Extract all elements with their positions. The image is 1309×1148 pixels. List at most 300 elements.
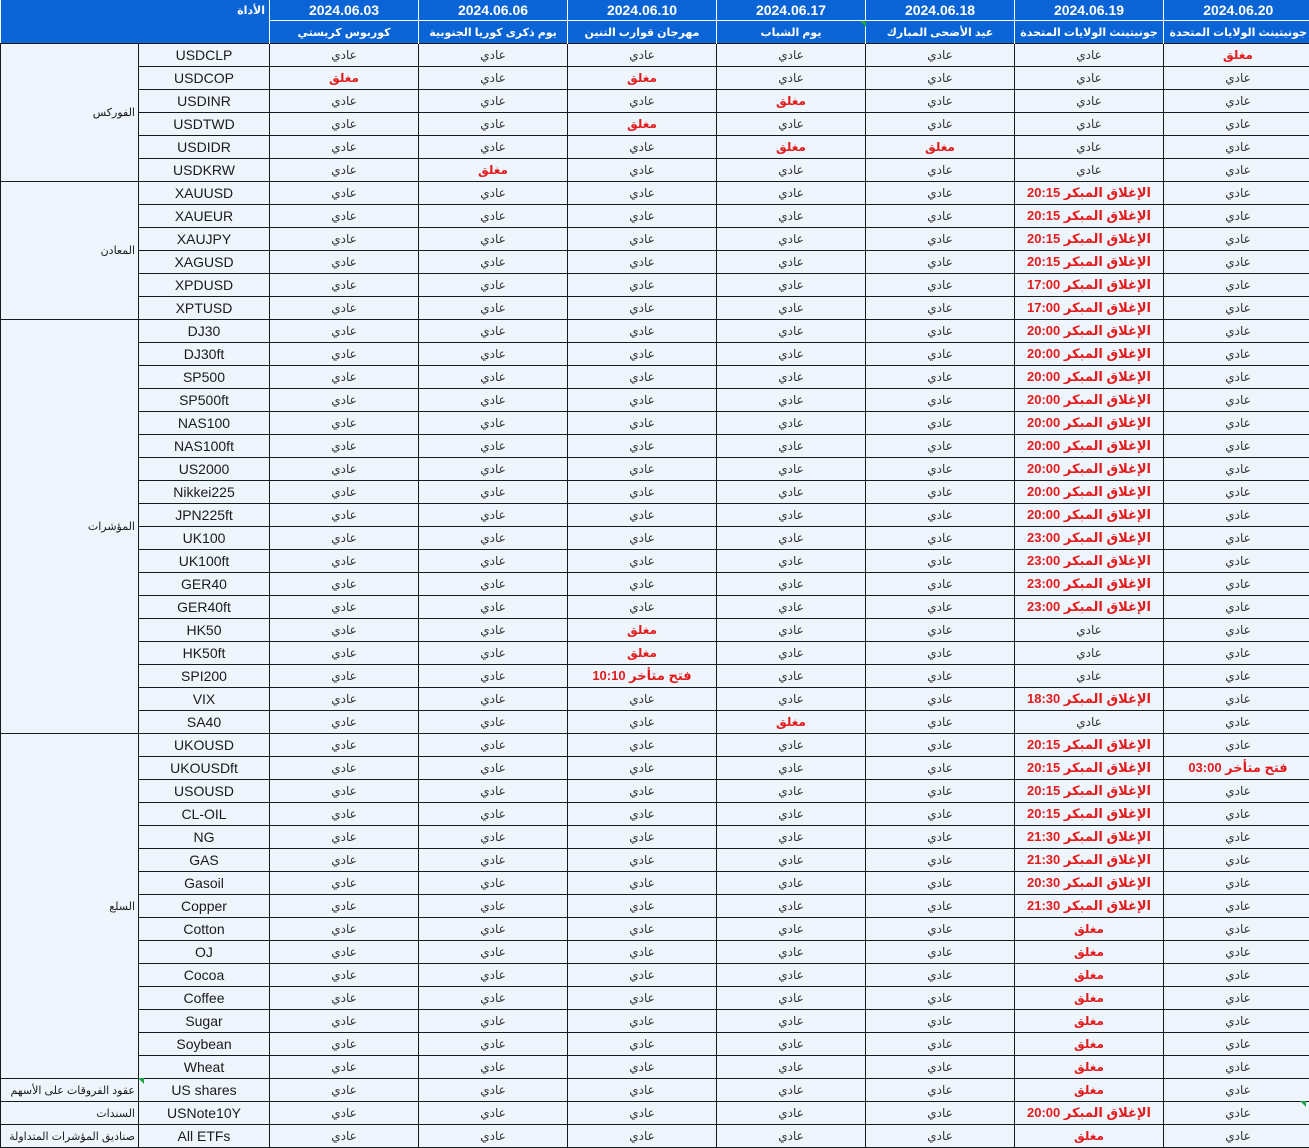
table-row <box>1 343 1309 366</box>
status-cell: الإغلاق المبكر 20:00 <box>1015 435 1164 458</box>
status-cell: عادي <box>568 849 717 872</box>
column-holiday-name: يوم الشباب <box>717 21 866 44</box>
status-cell: عادي <box>1164 734 1309 757</box>
status-cell: عادي <box>717 1033 866 1056</box>
table-row <box>1 228 1309 251</box>
table-row <box>1 918 1309 941</box>
status-cell: عادي <box>568 872 717 895</box>
status-cell: عادي <box>419 274 568 297</box>
status-cell: عادي <box>419 596 568 619</box>
status-cell: عادي <box>866 320 1015 343</box>
status-cell: عادي <box>419 1102 568 1125</box>
instrument-cell: USNote10Y <box>139 1102 270 1125</box>
status-cell: الإغلاق المبكر 20:00 <box>1015 1102 1164 1125</box>
status-cell: عادي <box>568 182 717 205</box>
status-cell: عادي <box>1164 67 1309 90</box>
status-cell: عادي <box>568 435 717 458</box>
status-cell: مغلق <box>419 159 568 182</box>
table-row <box>1 435 1309 458</box>
category-cell: صناديق المؤشرات المتداولة <box>1 1125 139 1148</box>
status-cell: عادي <box>270 987 419 1010</box>
category-cell: الفوركس <box>1 44 139 182</box>
status-cell: عادي <box>1164 251 1309 274</box>
table-row <box>1 458 1309 481</box>
status-cell: عادي <box>568 826 717 849</box>
column-date: 2024.06.19 <box>1015 0 1164 21</box>
status-cell: عادي <box>866 481 1015 504</box>
status-cell: عادي <box>717 619 866 642</box>
status-cell: عادي <box>717 918 866 941</box>
status-cell: عادي <box>717 67 866 90</box>
status-cell: عادي <box>568 964 717 987</box>
status-cell: عادي <box>568 941 717 964</box>
status-cell: عادي <box>419 504 568 527</box>
status-cell: عادي <box>866 573 1015 596</box>
status-cell: الإغلاق المبكر 21:30 <box>1015 895 1164 918</box>
status-cell: مغلق <box>1015 1079 1164 1102</box>
status-cell: عادي <box>270 711 419 734</box>
instrument-cell: All ETFs <box>139 1125 270 1148</box>
status-cell: عادي <box>1164 642 1309 665</box>
instrument-cell: Cotton <box>139 918 270 941</box>
status-cell: عادي <box>717 458 866 481</box>
date-header-row <box>1 0 1309 21</box>
status-cell: الإغلاق المبكر 20:00 <box>1015 458 1164 481</box>
status-cell: الإغلاق المبكر 20:00 <box>1015 504 1164 527</box>
status-cell: عادي <box>1164 504 1309 527</box>
status-cell: عادي <box>270 504 419 527</box>
status-cell: مغلق <box>717 711 866 734</box>
status-cell: عادي <box>270 895 419 918</box>
status-cell: عادي <box>717 527 866 550</box>
status-cell: مغلق <box>568 113 717 136</box>
table-row <box>1 481 1309 504</box>
status-cell: عادي <box>717 964 866 987</box>
column-holiday-name: مهرجان قوارب التنين <box>568 21 717 44</box>
status-cell: عادي <box>568 757 717 780</box>
status-cell: عادي <box>419 228 568 251</box>
instrument-cell: Nikkei225 <box>139 481 270 504</box>
instrument-cell: HK50 <box>139 619 270 642</box>
table-row <box>1 504 1309 527</box>
table-row <box>1 274 1309 297</box>
table-row <box>1 297 1309 320</box>
column-date: 2024.06.17 <box>717 0 866 21</box>
status-cell: عادي <box>270 297 419 320</box>
status-cell: عادي <box>270 366 419 389</box>
status-cell: عادي <box>270 1010 419 1033</box>
status-cell: عادي <box>1164 596 1309 619</box>
status-cell: الإغلاق المبكر 17:00 <box>1015 297 1164 320</box>
status-cell: عادي <box>419 412 568 435</box>
status-cell: الإغلاق المبكر 23:00 <box>1015 527 1164 550</box>
status-cell: عادي <box>270 251 419 274</box>
status-cell: عادي <box>717 366 866 389</box>
status-cell: عادي <box>270 136 419 159</box>
table-row <box>1 320 1309 343</box>
table-row <box>1 366 1309 389</box>
status-cell: عادي <box>568 803 717 826</box>
status-cell: عادي <box>1164 320 1309 343</box>
status-cell: عادي <box>866 803 1015 826</box>
status-cell: عادي <box>1164 113 1309 136</box>
status-cell: عادي <box>419 320 568 343</box>
status-cell: عادي <box>1164 780 1309 803</box>
status-cell: عادي <box>717 780 866 803</box>
instrument-cell: UK100 <box>139 527 270 550</box>
instrument-cell: SA40 <box>139 711 270 734</box>
status-cell: الإغلاق المبكر 20:00 <box>1015 366 1164 389</box>
status-cell: عادي <box>717 1010 866 1033</box>
instrument-cell: XAUUSD <box>139 182 270 205</box>
status-cell: الإغلاق المبكر 20:00 <box>1015 389 1164 412</box>
status-cell: عادي <box>270 849 419 872</box>
table-row <box>1 182 1309 205</box>
status-cell: عادي <box>419 711 568 734</box>
status-cell: عادي <box>419 918 568 941</box>
instrument-cell: USDCLP <box>139 44 270 67</box>
status-cell: عادي <box>270 44 419 67</box>
instrument-cell: DJ30 <box>139 320 270 343</box>
status-cell: عادي <box>866 504 1015 527</box>
status-cell: عادي <box>568 274 717 297</box>
status-cell: عادي <box>717 205 866 228</box>
status-cell: عادي <box>866 1102 1015 1125</box>
status-cell: الإغلاق المبكر 20:15 <box>1015 757 1164 780</box>
status-cell: عادي <box>419 757 568 780</box>
status-cell: عادي <box>419 573 568 596</box>
status-cell: عادي <box>866 274 1015 297</box>
status-cell: عادي <box>270 550 419 573</box>
status-cell: عادي <box>1164 435 1309 458</box>
status-cell: عادي <box>1164 1125 1309 1148</box>
status-cell: عادي <box>1015 67 1164 90</box>
status-cell: عادي <box>1015 665 1164 688</box>
status-cell: عادي <box>568 90 717 113</box>
table-row <box>1 987 1309 1010</box>
status-cell: مغلق <box>1015 964 1164 987</box>
table-row <box>1 711 1309 734</box>
status-cell: مغلق <box>1015 941 1164 964</box>
status-cell: عادي <box>419 987 568 1010</box>
column-holiday-name: عيد الأضحى المبارك <box>866 21 1015 44</box>
status-cell: عادي <box>568 711 717 734</box>
status-cell: عادي <box>270 389 419 412</box>
status-cell: عادي <box>717 297 866 320</box>
status-cell: الإغلاق المبكر 20:15 <box>1015 251 1164 274</box>
status-cell: عادي <box>866 780 1015 803</box>
status-cell: عادي <box>419 297 568 320</box>
status-cell: عادي <box>866 987 1015 1010</box>
status-cell: عادي <box>717 573 866 596</box>
column-holiday-name: جونيتينث الولايات المتحدة <box>1015 21 1164 44</box>
status-cell: عادي <box>1164 1010 1309 1033</box>
instrument-cell: NG <box>139 826 270 849</box>
status-cell: الإغلاق المبكر 20:00 <box>1015 481 1164 504</box>
status-cell: عادي <box>866 734 1015 757</box>
table-row <box>1 734 1309 757</box>
status-cell: عادي <box>568 1079 717 1102</box>
status-cell: عادي <box>717 1056 866 1079</box>
status-cell: عادي <box>1015 113 1164 136</box>
table-row <box>1 757 1309 780</box>
status-cell: عادي <box>568 1102 717 1125</box>
status-cell: عادي <box>717 389 866 412</box>
table-row <box>1 1033 1309 1056</box>
status-cell: عادي <box>419 780 568 803</box>
status-cell: عادي <box>419 458 568 481</box>
status-cell: عادي <box>717 895 866 918</box>
status-cell: عادي <box>568 205 717 228</box>
status-cell: عادي <box>1015 711 1164 734</box>
status-cell: عادي <box>419 389 568 412</box>
status-cell: عادي <box>270 1056 419 1079</box>
status-cell: عادي <box>568 366 717 389</box>
status-cell: عادي <box>717 159 866 182</box>
status-cell: عادي <box>568 573 717 596</box>
comment-marker-icon <box>138 1078 144 1084</box>
status-cell: عادي <box>717 734 866 757</box>
status-cell: عادي <box>866 964 1015 987</box>
status-cell: عادي <box>717 113 866 136</box>
status-cell: مغلق <box>1015 987 1164 1010</box>
status-cell: عادي <box>1164 205 1309 228</box>
status-cell: عادي <box>270 90 419 113</box>
status-cell: عادي <box>866 1010 1015 1033</box>
instrument-cell: VIX <box>139 688 270 711</box>
status-cell: عادي <box>1164 918 1309 941</box>
instrument-cell: Coffee <box>139 987 270 1010</box>
status-cell: عادي <box>1164 228 1309 251</box>
status-cell: عادي <box>270 320 419 343</box>
instrument-cell: USDTWD <box>139 113 270 136</box>
table-row <box>1 895 1309 918</box>
status-cell: عادي <box>1164 481 1309 504</box>
status-cell: عادي <box>866 757 1015 780</box>
status-cell: عادي <box>1164 1033 1309 1056</box>
status-cell: مغلق <box>270 67 419 90</box>
status-cell: عادي <box>1164 343 1309 366</box>
status-cell: عادي <box>1015 619 1164 642</box>
status-cell: عادي <box>1164 136 1309 159</box>
status-cell: عادي <box>717 1079 866 1102</box>
instrument-cell: USDCOP <box>139 67 270 90</box>
status-cell: عادي <box>270 435 419 458</box>
status-cell: الإغلاق المبكر 21:30 <box>1015 826 1164 849</box>
table-row <box>1 941 1309 964</box>
status-cell: عادي <box>568 136 717 159</box>
table-row <box>1 803 1309 826</box>
status-cell: عادي <box>866 550 1015 573</box>
status-cell: عادي <box>270 734 419 757</box>
status-cell: الإغلاق المبكر 20:15 <box>1015 734 1164 757</box>
status-cell: عادي <box>1164 1079 1309 1102</box>
status-cell: عادي <box>717 665 866 688</box>
status-cell: الإغلاق المبكر 23:00 <box>1015 550 1164 573</box>
instrument-cell: SP500 <box>139 366 270 389</box>
status-cell: عادي <box>419 481 568 504</box>
table-row <box>1 1102 1309 1125</box>
status-cell: عادي <box>270 688 419 711</box>
status-cell: عادي <box>717 849 866 872</box>
category-cell: المعادن <box>1 182 139 320</box>
status-cell: عادي <box>866 1056 1015 1079</box>
instrument-cell: UKOUSD <box>139 734 270 757</box>
status-cell: عادي <box>866 366 1015 389</box>
status-cell: عادي <box>270 1079 419 1102</box>
status-cell: عادي <box>866 205 1015 228</box>
column-date: 2024.06.18 <box>866 0 1015 21</box>
instrument-header-label: الأداة <box>139 0 270 44</box>
category-cell: السندات <box>1 1102 139 1125</box>
instrument-cell: NAS100 <box>139 412 270 435</box>
status-cell: عادي <box>270 1125 419 1148</box>
instrument-cell: Cocoa <box>139 964 270 987</box>
category-header-cell <box>1 0 139 44</box>
status-cell: عادي <box>568 688 717 711</box>
status-cell: عادي <box>270 1033 419 1056</box>
status-cell: عادي <box>568 596 717 619</box>
status-cell: عادي <box>568 343 717 366</box>
status-cell: عادي <box>866 1079 1015 1102</box>
status-cell: عادي <box>568 412 717 435</box>
status-cell: عادي <box>717 412 866 435</box>
status-cell: عادي <box>717 481 866 504</box>
column-date: 2024.06.03 <box>270 0 419 21</box>
status-cell: عادي <box>1164 527 1309 550</box>
status-cell: عادي <box>866 711 1015 734</box>
status-cell: عادي <box>717 504 866 527</box>
status-cell: عادي <box>419 113 568 136</box>
table-row <box>1 113 1309 136</box>
table-row <box>1 251 1309 274</box>
status-cell: عادي <box>717 435 866 458</box>
status-cell: مغلق <box>1015 1056 1164 1079</box>
status-cell: عادي <box>866 113 1015 136</box>
status-cell: عادي <box>568 228 717 251</box>
table-row <box>1 826 1309 849</box>
status-cell: عادي <box>1164 849 1309 872</box>
status-cell: عادي <box>866 596 1015 619</box>
status-cell: عادي <box>568 504 717 527</box>
status-cell: عادي <box>419 826 568 849</box>
table-row <box>1 665 1309 688</box>
status-cell: الإغلاق المبكر 20:15 <box>1015 205 1164 228</box>
table-row <box>1 44 1309 67</box>
column-holiday-name: يوم ذكرى كوريا الجنوبية <box>419 21 568 44</box>
status-cell: عادي <box>270 757 419 780</box>
status-cell: عادي <box>1164 182 1309 205</box>
instrument-cell: USOUSD <box>139 780 270 803</box>
status-cell: عادي <box>419 90 568 113</box>
status-cell: عادي <box>270 918 419 941</box>
status-cell: عادي <box>419 1010 568 1033</box>
status-cell: عادي <box>270 228 419 251</box>
status-cell: عادي <box>866 435 1015 458</box>
status-cell: الإغلاق المبكر 20:00 <box>1015 343 1164 366</box>
table-row <box>1 688 1309 711</box>
instrument-cell: Soybean <box>139 1033 270 1056</box>
status-cell: عادي <box>568 1010 717 1033</box>
status-cell: عادي <box>717 343 866 366</box>
status-cell: عادي <box>1164 665 1309 688</box>
table-row <box>1 964 1309 987</box>
status-cell: عادي <box>419 1125 568 1148</box>
status-cell: عادي <box>568 550 717 573</box>
status-cell: عادي <box>568 297 717 320</box>
instrument-cell: US shares <box>139 1079 270 1102</box>
status-cell: الإغلاق المبكر 20:00 <box>1015 320 1164 343</box>
column-holiday-name: جونيتينث الولايات المتحدة <box>1164 21 1309 44</box>
status-cell: عادي <box>717 987 866 1010</box>
status-cell: عادي <box>717 320 866 343</box>
status-cell: مغلق <box>568 619 717 642</box>
status-cell: عادي <box>270 619 419 642</box>
status-cell: عادي <box>717 872 866 895</box>
status-cell: عادي <box>419 642 568 665</box>
status-cell: عادي <box>866 826 1015 849</box>
status-cell: الإغلاق المبكر 20:15 <box>1015 803 1164 826</box>
instrument-cell: Wheat <box>139 1056 270 1079</box>
status-cell: عادي <box>1164 274 1309 297</box>
table-row <box>1 780 1309 803</box>
status-cell: عادي <box>866 849 1015 872</box>
status-cell: الإغلاق المبكر 20:30 <box>1015 872 1164 895</box>
status-cell: عادي <box>419 435 568 458</box>
status-cell: عادي <box>1164 987 1309 1010</box>
column-holiday-name: كوربوس كريستي <box>270 21 419 44</box>
status-cell: عادي <box>1164 895 1309 918</box>
status-cell: عادي <box>866 918 1015 941</box>
status-cell: عادي <box>866 665 1015 688</box>
table-row <box>1 1056 1309 1079</box>
status-cell: عادي <box>717 596 866 619</box>
status-cell: عادي <box>717 550 866 573</box>
table-row <box>1 136 1309 159</box>
status-cell: عادي <box>270 481 419 504</box>
status-cell: عادي <box>270 458 419 481</box>
category-cell: عقود الفروقات على الأسهم <box>1 1079 139 1102</box>
status-cell: عادي <box>568 1033 717 1056</box>
status-cell: عادي <box>419 527 568 550</box>
status-cell: مغلق <box>866 136 1015 159</box>
status-cell: عادي <box>419 619 568 642</box>
status-cell: عادي <box>270 826 419 849</box>
status-cell: عادي <box>1164 573 1309 596</box>
status-cell: عادي <box>419 895 568 918</box>
table-row <box>1 1125 1309 1148</box>
status-cell: مغلق <box>568 67 717 90</box>
status-cell: الإغلاق المبكر 20:15 <box>1015 228 1164 251</box>
status-cell: عادي <box>717 274 866 297</box>
status-cell: عادي <box>270 205 419 228</box>
status-cell: عادي <box>270 159 419 182</box>
instrument-cell: DJ30ft <box>139 343 270 366</box>
instrument-cell: JPN225ft <box>139 504 270 527</box>
instrument-cell: UK100ft <box>139 550 270 573</box>
status-cell: عادي <box>866 228 1015 251</box>
table-row <box>1 205 1309 228</box>
status-cell: عادي <box>419 1056 568 1079</box>
status-cell: عادي <box>866 1125 1015 1148</box>
status-cell: عادي <box>419 964 568 987</box>
status-cell: عادي <box>717 803 866 826</box>
status-cell: عادي <box>1164 688 1309 711</box>
status-cell: عادي <box>1164 550 1309 573</box>
status-cell: عادي <box>717 941 866 964</box>
status-cell: عادي <box>419 803 568 826</box>
status-cell: عادي <box>270 573 419 596</box>
